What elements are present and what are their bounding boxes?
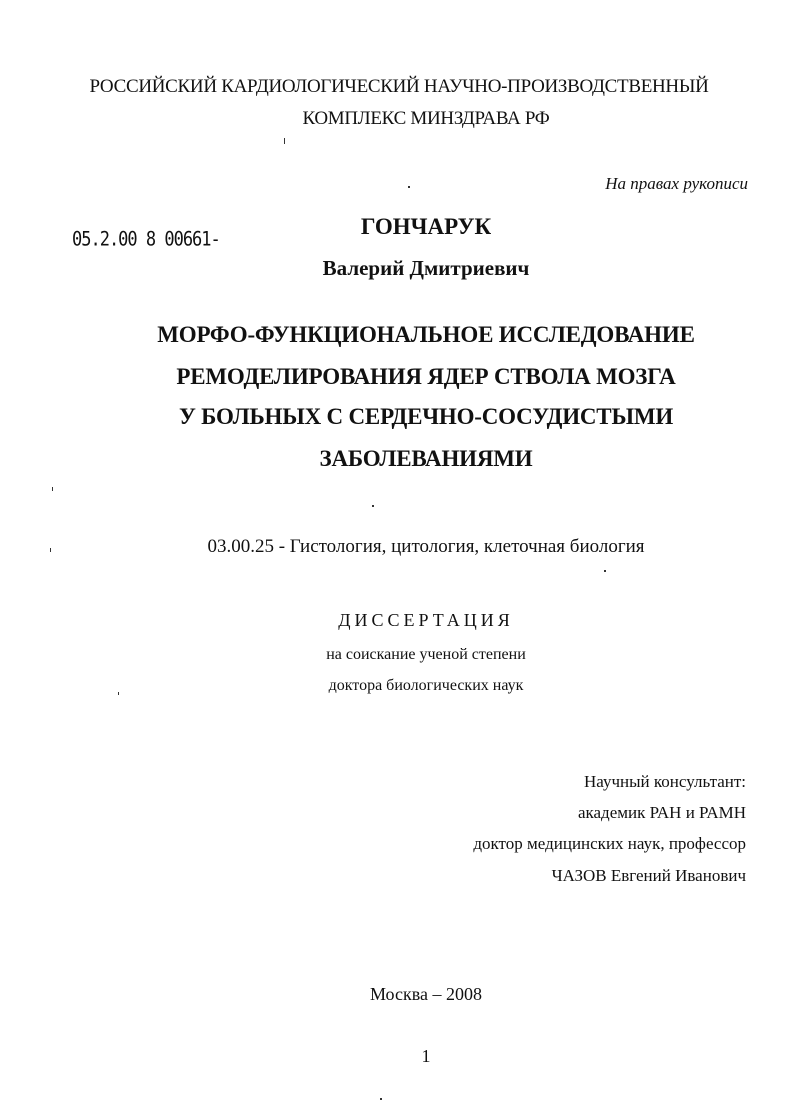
scan-speck	[604, 570, 606, 572]
advisor-label: Научный консультант:	[584, 772, 746, 791]
advisor-title-2: доктор медицинских наук, профессор	[473, 834, 746, 853]
scan-speck	[408, 186, 410, 188]
organization-name-line-2: КОМПЛЕКС МИНЗДРАВА РФ	[302, 108, 550, 129]
thesis-title-line-2: РЕМОДЕЛИРОВАНИЯ ЯДЕР СТВОЛА МОЗГА	[176, 364, 676, 389]
page-number: 1	[421, 1046, 431, 1066]
document-type: ДИССЕРТАЦИЯ	[338, 610, 514, 630]
thesis-title-line-4: ЗАБОЛЕВАНИЯМИ	[319, 446, 533, 471]
advisor-title-1: академик РАН и РАМН	[577, 803, 746, 822]
specialty-code: 03.00.25 - Гистология, цитология, клеточная биология	[207, 536, 645, 557]
thesis-title-line-3: У БОЛЬНЫХ С СЕРДЕЧНО-СОСУДИСТЫМИ	[178, 404, 674, 429]
scan-speck	[372, 505, 374, 507]
scan-speck	[50, 548, 51, 552]
thesis-title-line-1: МОРФО-ФУНКЦИОНАЛЬНОЕ ИССЛЕДОВАНИЕ	[157, 322, 695, 347]
advisor-name: ЧАЗОВ Евгений Иванович	[551, 866, 746, 885]
organization-name-line-1: РОССИЙСКИЙ КАРДИОЛОГИЧЕСКИЙ НАУЧНО-ПРОИЗВОДСТВЕННЫЙ	[89, 76, 709, 97]
scan-speck	[284, 138, 285, 144]
degree-line-1: на соискание ученой степени	[326, 646, 526, 663]
author-given-names: Валерий Дмитриевич	[322, 256, 530, 280]
city-and-year: Москва – 2008	[370, 984, 482, 1004]
scan-speck	[52, 487, 53, 491]
scan-speck	[118, 692, 119, 695]
library-stamp-number: 05.2.00 8 00661-	[72, 228, 220, 251]
scan-speck	[380, 1098, 382, 1100]
manuscript-rights-note: На правах рукописи	[605, 174, 748, 193]
degree-line-2: доктора биологических наук	[328, 677, 524, 694]
author-surname: ГОНЧАРУК	[360, 214, 492, 239]
